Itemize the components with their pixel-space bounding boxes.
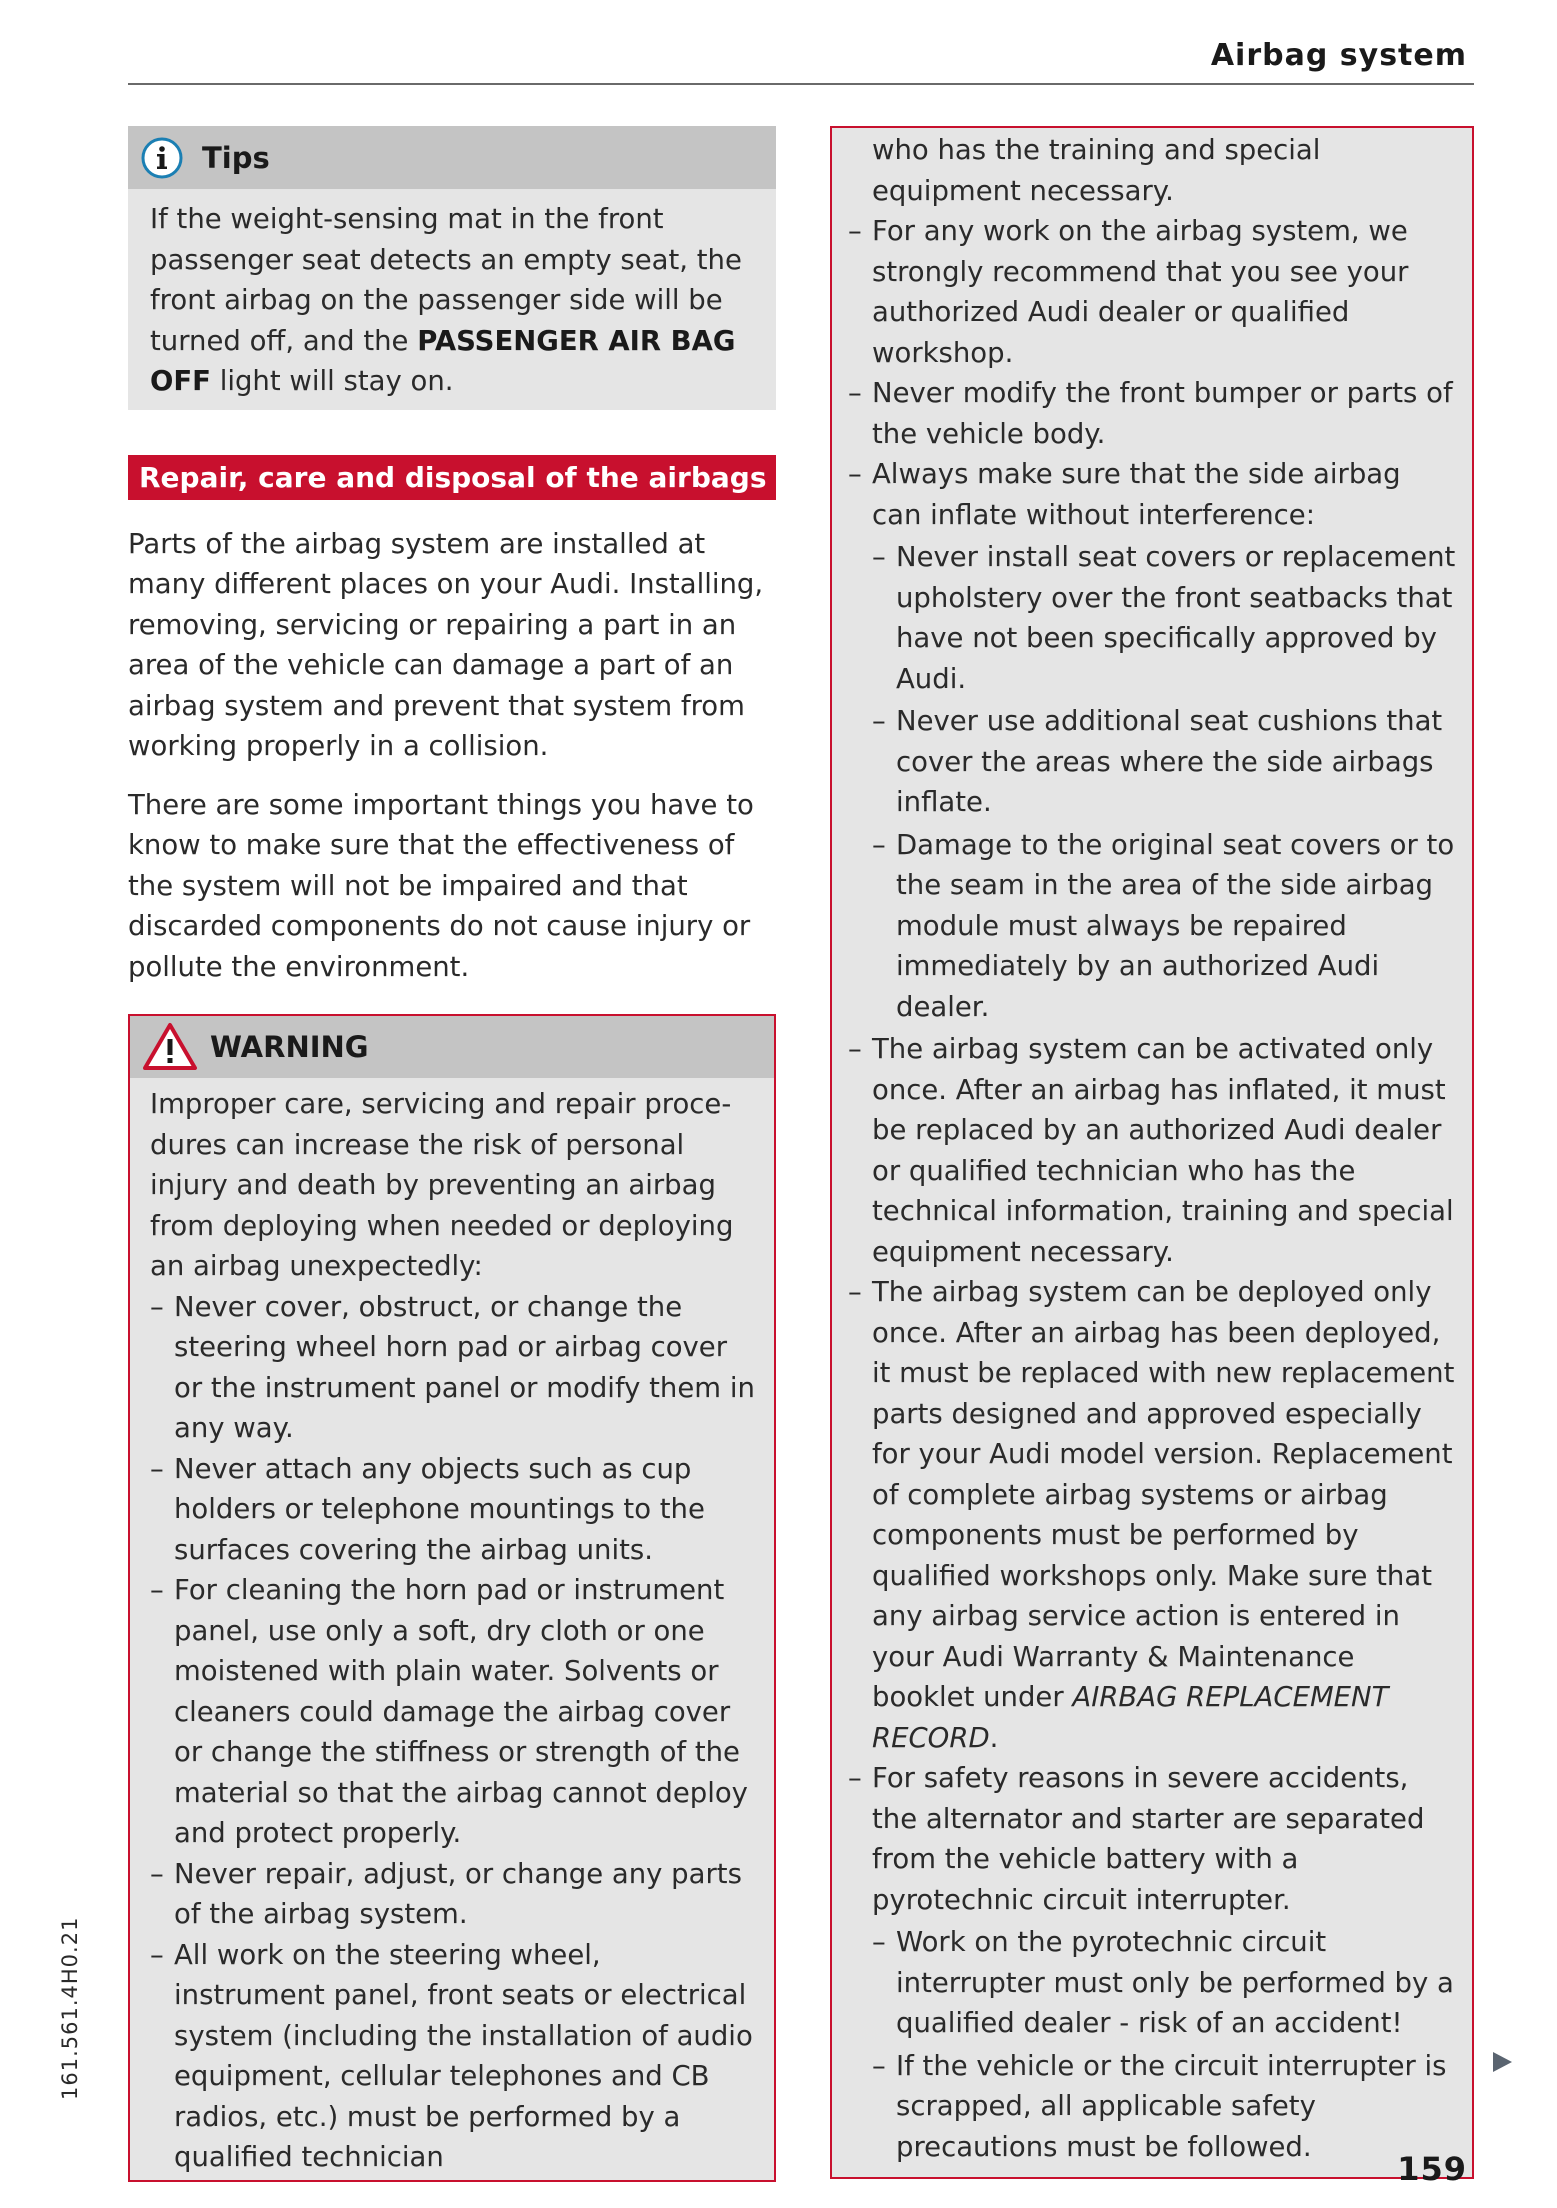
warning-triangle-icon (142, 1022, 198, 1072)
sub-list-item: – Damage to the original seat covers or to the seam in the area of the side airbag module must always be repaired immediately by an authorized Audi dealer. (872, 825, 1458, 1028)
warning-text (130, 1078, 774, 2180)
list-item: – All work on the steering wheel, instrument panel, front seats or electrical system (including the installation of audio equipment, cellular telephones and CB radios, etc.) must be performed by a qualified technician (150, 1935, 756, 2178)
header-rule (128, 83, 1474, 85)
tips-text (128, 189, 776, 410)
airbag-replacement-record-label: AIRBAG REPLACEMENT RECORD (872, 1681, 1389, 1754)
sub-list (872, 1922, 1458, 2167)
section-heading: Repair, care and disposal of the airbags (128, 455, 776, 500)
warning-list-continued (848, 211, 1458, 2167)
list-item: – Never modify the front bumper or parts of the vehicle body. (848, 373, 1458, 454)
list-item-text-end: . (989, 1721, 999, 1754)
tips-text-after: light will stay on. (210, 365, 454, 397)
arrow-right-icon (1490, 2050, 1514, 2074)
tips-text-before: If the weight-sensing mat in the front passenger seat detects an empty seat, the front airbag on the passenger side will be turned off, and the (150, 203, 742, 357)
list-item (848, 454, 1458, 1027)
list-item (848, 1272, 1458, 1758)
warning-list (150, 1287, 756, 2178)
warning-box (128, 1014, 776, 2182)
list-item: – The airbag system can be activated only once. After an airbag has inflated, it must be replaced by an authorized Audi dealer or qualified technician who has the technical information, training and special equipment necessary. (848, 1029, 1458, 1272)
tips-title: Tips (202, 140, 270, 175)
left-column (128, 126, 776, 2182)
sub-list-item: – Never install seat covers or replacement upholstery over the front seatbacks that have not been specifically approved by Audi. (872, 537, 1458, 699)
info-icon (140, 136, 184, 180)
section-paragraph: There are some important things you have to know to make sure that the effectiveness of the system will not be impaired and that discarded components do not cause injury or pollute the environment. (128, 788, 754, 983)
warning-title: WARNING (210, 1030, 369, 1064)
list-item: – Never cover, obstruct, or change the steering wheel horn pad or airbag cover or the instrument panel or modify them in any way. (150, 1287, 756, 1449)
page-number: 159 (1397, 2150, 1467, 2188)
warning-intro: Improper care, servicing and repair procedures can increase the risk of personal injury and death by preventing an airbag from deploying when needed or deploying an airbag unexpectedly: (150, 1088, 734, 1282)
list-item-text: Always make sure that the side airbag can inflate without interference: (872, 458, 1401, 531)
list-item: – For any work on the airbag system, we strongly recommend that you see your authorized Audi dealer or qualified workshop. (848, 211, 1458, 373)
passenger-airbag-off-label: PASSENGER AIR BAG OFF (150, 324, 736, 397)
sub-list-item: – If the vehicle or the circuit interrupter is scrapped, all applicable safety precautions must be followed. (872, 2046, 1458, 2168)
warning-box-continued (830, 126, 1474, 2179)
section-paragraph: Parts of the airbag system are installed at many different places on your Audi. Installing, removing, servicing or repairing a part in an area of the vehicle can damage a part of an airbag system and prevent that system from working properly in a collision. (128, 527, 764, 762)
right-column (830, 126, 1474, 2179)
sub-list-item: – Work on the pyrotechnic circuit interrupter must only be performed by a qualified dealer - risk of an accident! (872, 1922, 1458, 2044)
sub-list (872, 537, 1458, 1027)
running-header-title: Airbag system (1210, 38, 1467, 73)
document-code: 161.561.4H0.21 (58, 1916, 82, 2100)
list-item (848, 1758, 1458, 2167)
sub-list-item: – Never use additional seat cushions that cover the areas where the side airbags inflate. (872, 701, 1458, 823)
list-item: – Never repair, adjust, or change any parts of the airbag system. (150, 1854, 756, 1935)
tips-box (128, 126, 776, 410)
tips-header (128, 126, 776, 189)
list-item: – Never attach any objects such as cup holders or telephone mountings to the surfaces covering the airbag units. (150, 1449, 756, 1571)
list-item: – For cleaning the horn pad or instrument panel, use only a soft, dry cloth or one moistened with plain water. Solvents or cleaners could damage the airbag cover or change the stiffness or strength of the material so that the airbag cannot deploy and protect properly. (150, 1570, 756, 1854)
warning-header (130, 1016, 774, 1078)
list-item-text: The airbag system can be deployed only once. After an airbag has been deployed, it must be replaced with new replacement parts designed and approved especially for your Audi model version. Replacement of complete airbag systems or airbag components must be performed by qualified workshops only. Make sure that any airbag service action is entered in your Audi Warranty & Maintenance booklet under (872, 1276, 1455, 1713)
list-item-text: For safety reasons in severe accidents, the alternator and starter are separated from the vehicle battery with a pyrotechnic circuit interrupter. (872, 1762, 1425, 1916)
warning-continuation-text: who has the training and special equipment necessary. (872, 134, 1321, 207)
